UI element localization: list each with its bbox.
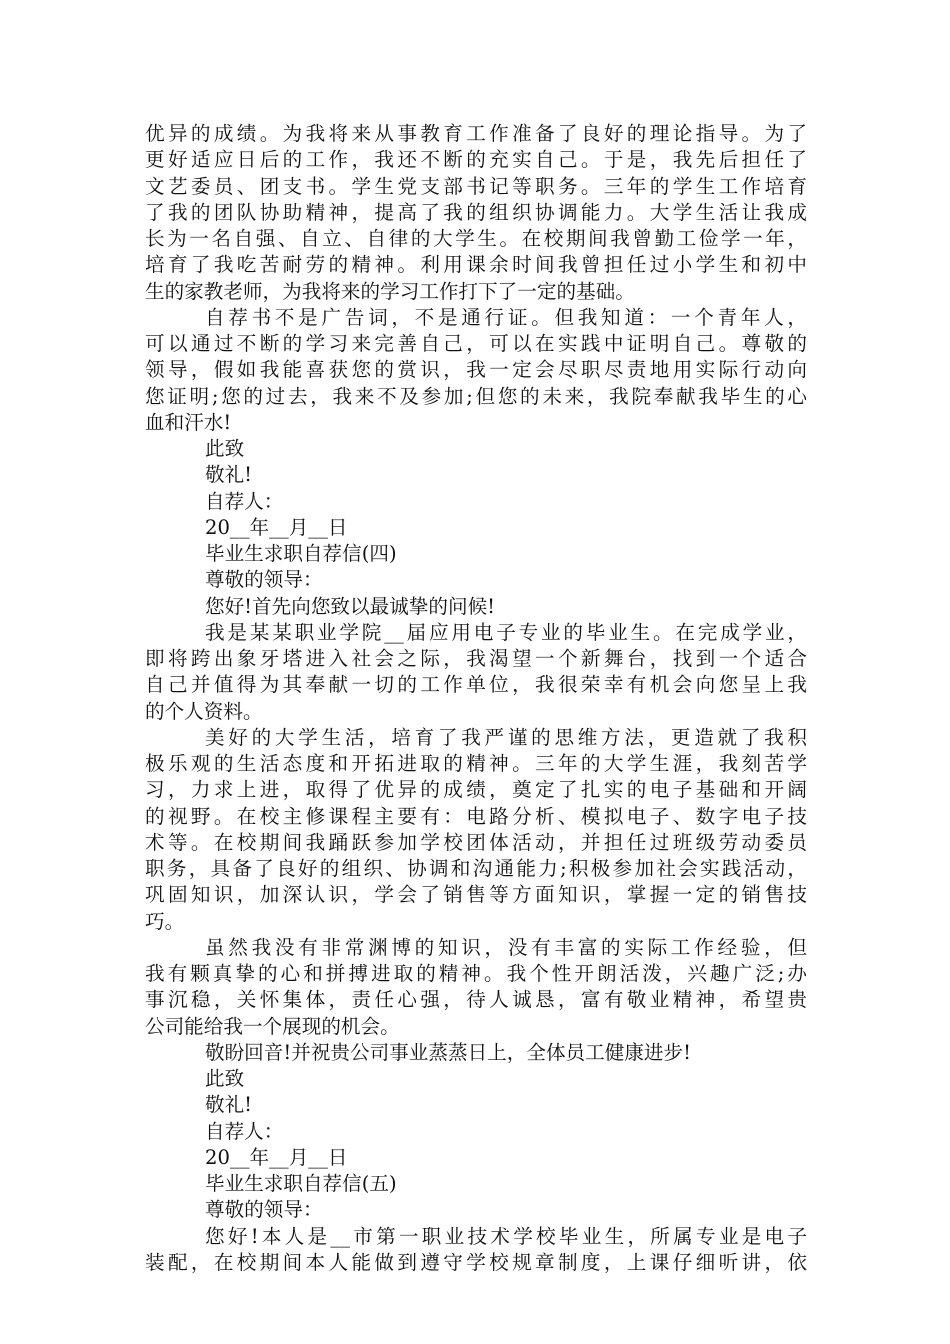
text-line: 虽然我没有非常渊博的知识，没有丰富的实际工作经验，但 bbox=[205, 935, 807, 959]
text-line: 您证明;您的过去，我来不及参加;但您的未来，我院奉献我毕生的心 bbox=[145, 384, 807, 408]
text-line: 事沉稳，关怀集体，责任心强，待人诚恳，富有敬业精神，希望贵 bbox=[145, 988, 807, 1012]
text-line: 此致 bbox=[205, 437, 245, 460]
text-line: 美好的大学生活，培育了我严谨的思维方法，更造就了我积 bbox=[205, 725, 807, 749]
text-line: 自荐人： bbox=[205, 489, 284, 513]
text-line: 公司能给我一个展现的机会。 bbox=[145, 1014, 400, 1038]
text-line: 20__年__月__日 bbox=[205, 515, 348, 539]
text-line: 尊敬的领导： bbox=[205, 568, 323, 592]
text-line: 术等。在校期间我踊跃参加学校团体活动，并担任过班级劳动委员 bbox=[145, 830, 807, 854]
text-line: 极乐观的生活态度和开拓进取的精神。三年的大学生涯，我刻苦学 bbox=[145, 752, 807, 775]
text-line: 尊敬的领导： bbox=[205, 1198, 323, 1222]
text-line: 敬礼! bbox=[205, 1093, 253, 1117]
text-line: 职务，具备了良好的组织、协调和沟通能力;积极参加社会实践活动， bbox=[145, 857, 807, 880]
text-line: 您好!本人是__市第一职业技术学校毕业生，所属专业是电子 bbox=[205, 1224, 807, 1248]
text-line: 长为一名自强、自立、自律的大学生。在校期间我曾勤工俭学一年， bbox=[145, 227, 807, 250]
text-line: 我有颗真挚的心和拼搏进取的精神。我个性开朗活泼，兴趣广泛;办 bbox=[145, 962, 807, 985]
text-line: 毕业生求职自荐信(五) bbox=[205, 1172, 397, 1195]
text-line: 领导，假如我能喜获您的赏识，我一定会尽职尽责地用实际行动向 bbox=[145, 358, 807, 382]
text-line: 20__年__月__日 bbox=[205, 1145, 348, 1169]
text-line: 的视野。在校主修课程主要有：电路分析、模拟电子、数字电子技 bbox=[145, 804, 807, 828]
text-line: 了我的团队协助精神，提高了我的组织协调能力。大学生活让我成 bbox=[145, 200, 807, 224]
text-line: 自荐书不是广告词，不是通行证。但我知道：一个青年人， bbox=[205, 305, 807, 329]
text-line: 文艺委员、团支书。学生党支部书记等职务。三年的学生工作培育 bbox=[145, 174, 807, 198]
text-line: 巩固知识，加深认识，学会了销售等方面知识，掌握一定的销售技 bbox=[145, 883, 807, 907]
text-line: 毕业生求职自荐信(四) bbox=[205, 542, 397, 565]
text-line: 即将跨出象牙塔进入社会之际，我渴望一个新舞台，找到一个适合 bbox=[145, 647, 807, 670]
text-line: 的个人资料。 bbox=[145, 699, 263, 723]
text-line: 此致 bbox=[205, 1067, 245, 1090]
text-line: 您好!首先向您致以最诚挚的问候! bbox=[205, 594, 496, 618]
document-body-text bbox=[145, 121, 807, 1276]
text-line: 更好适应日后的工作，我还不断的充实自己。于是，我先后担任了 bbox=[145, 148, 807, 172]
text-line: 巧。 bbox=[145, 909, 185, 933]
text-line: 优异的成绩。为我将来从事教育工作准备了良好的理论指导。为了 bbox=[145, 122, 807, 145]
text-line: 敬盼回音!并祝贵公司事业蒸蒸日上，全体员工健康进步! bbox=[205, 1040, 691, 1064]
text-line: 装配，在校期间本人能做到遵守学校规章制度，上课仔细听讲，依 bbox=[145, 1250, 807, 1274]
text-line: 培育了我吃苦耐劳的精神。利用课余时间我曾担任过小学生和初中 bbox=[145, 253, 807, 277]
text-line: 我是某某职业学院__届应用电子专业的毕业生。在完成学业， bbox=[205, 620, 807, 644]
text-line: 血和汗水! bbox=[145, 410, 232, 434]
text-line: 可以通过不断的学习来完善自己，可以在实践中证明自己。尊敬的 bbox=[145, 332, 807, 355]
text-line: 自己并值得为其奉献一切的工作单位，我很荣幸有机会向您呈上我 bbox=[145, 673, 807, 697]
text-line: 自荐人： bbox=[205, 1119, 284, 1143]
text-line: 习，力求上进，取得了优异的成绩，奠定了扎实的电子基础和开阔 bbox=[145, 778, 807, 802]
text-line: 生的家教老师，为我将来的学习工作打下了一定的基础。 bbox=[145, 279, 635, 303]
text-line: 敬礼! bbox=[205, 463, 253, 487]
